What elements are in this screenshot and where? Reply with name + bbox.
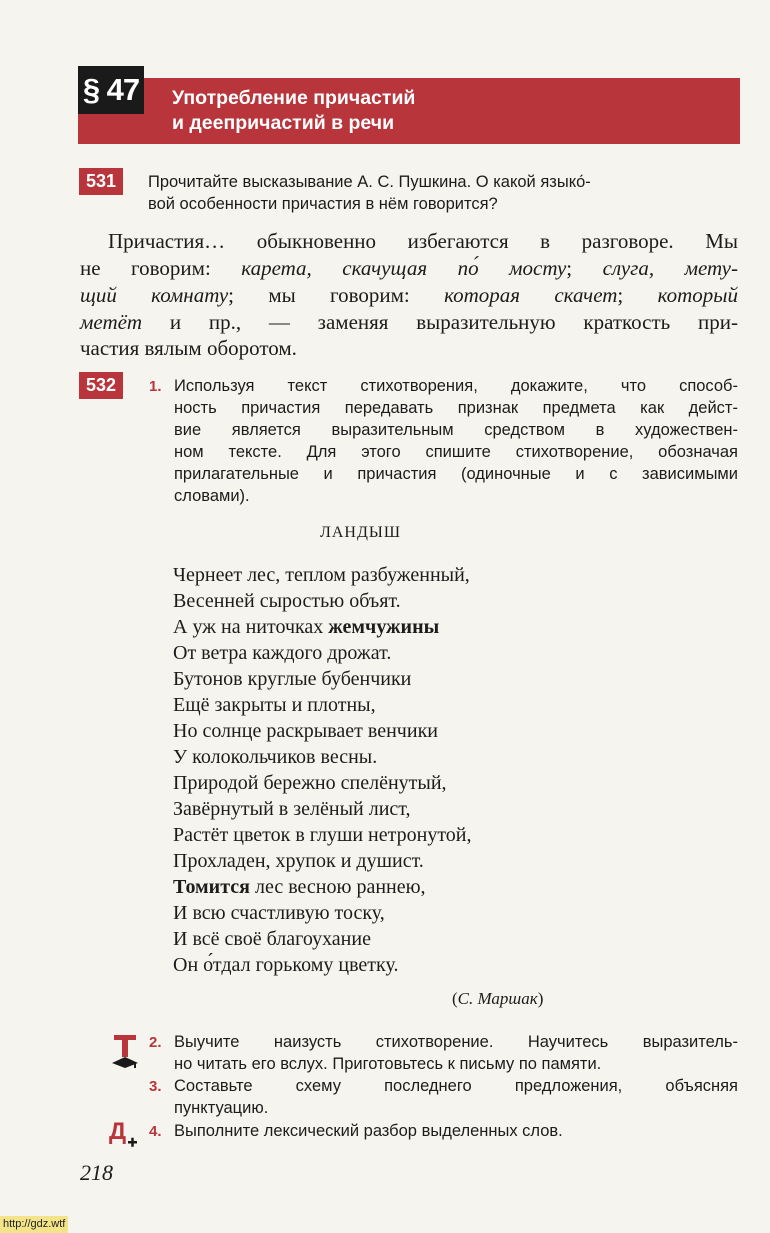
poem-line: Ещё закрыты и плотны, xyxy=(173,694,376,716)
item-line: Составьте схему последнего предложения, объясняя xyxy=(174,1077,738,1095)
item-line: Выучите наизусть стихотворение. Научитесь выразитель- xyxy=(174,1033,738,1051)
poem-line: Чернеет лес, теплом разбуженный, xyxy=(173,564,470,586)
item-number: 3. xyxy=(149,1078,162,1095)
task-line: вой особенности причастия в нём говорится? xyxy=(148,195,498,213)
poem-line: От ветра каждого дрожат. xyxy=(173,642,392,664)
section-title-line: Употребление причастий xyxy=(172,87,416,109)
quote-example: карета, скачущая по́ мосту xyxy=(241,256,567,280)
quote-example: который xyxy=(657,283,738,307)
d-letter: Д xyxy=(109,1118,127,1145)
section-number: § 47 xyxy=(78,66,144,114)
item-line: словами). xyxy=(174,487,250,505)
quote-text: ; xyxy=(566,256,603,280)
poem-line: У колокольчиков весны. xyxy=(173,746,378,768)
poem-line: И всю счастливую тоску, xyxy=(173,902,385,924)
item-line: ность причастия передавать признак предмета как дейст- xyxy=(174,399,738,417)
quote-line: частия вялым оборотом. xyxy=(80,336,297,360)
item-line: прилагательные и причастия (одиночные и с зависимыми xyxy=(174,465,738,483)
item-line: ном тексте. Для этого спишите стихотворение, обозначая xyxy=(174,443,738,461)
item-line: но читать его вслух. Приготовьтесь к письму по памяти. xyxy=(174,1055,602,1073)
poem-title: ЛАНДЫШ xyxy=(320,524,401,541)
exercise-number-532: 532 xyxy=(79,372,123,399)
highlighted-word: жемчужины xyxy=(328,616,440,638)
quote-text: ; xyxy=(617,283,658,307)
section-title-line: и деепричастий в речи xyxy=(172,112,395,134)
poem-line: Растёт цветок в глуши нетронутой, xyxy=(173,824,472,846)
source-link[interactable]: http://gdz.wtf xyxy=(0,1216,68,1233)
quote-example: которая скачет xyxy=(444,283,618,307)
poem-line: И всё своё благоухание xyxy=(173,928,371,950)
item-number: 4. xyxy=(149,1123,162,1140)
item-line: вие является выразительным средством в художествен- xyxy=(174,421,738,439)
quote-line xyxy=(80,309,738,335)
exercise-number-531: 531 xyxy=(79,168,123,195)
author-name: С. Маршак xyxy=(457,989,538,1008)
item-number: 1. xyxy=(149,378,162,395)
quote-text: и пр., — заменяя выразительную краткость при- xyxy=(142,310,738,334)
item-number: 2. xyxy=(149,1034,162,1051)
poem-line: Завёрнутый в зелёный лист, xyxy=(173,798,411,820)
poem-text: А уж на ниточках xyxy=(173,616,329,638)
quote-example: слуга, мету- xyxy=(602,256,738,280)
poem-line: Но солнце раскрывает венчики xyxy=(173,720,438,742)
quote-line xyxy=(80,255,738,281)
poem-line: Прохладен, хрупок и душист. xyxy=(173,850,424,872)
textbook-t-icon xyxy=(110,1033,140,1069)
poem-line: Природой бережно спелёнутый, xyxy=(173,772,447,794)
poem-text: лес весною раннею, xyxy=(249,876,426,898)
poem-line xyxy=(173,614,439,640)
d-plus-icon xyxy=(108,1115,140,1149)
poem-line: Бутонов круглые бубенчики xyxy=(173,668,412,690)
poem-line xyxy=(173,874,426,900)
task-line: Прочитайте высказывание А. С. Пушкина. О какой языко́- xyxy=(148,173,591,191)
quote-text: ; мы говорим: xyxy=(228,283,445,307)
poem-author xyxy=(452,989,543,1009)
author-paren: ( xyxy=(452,989,458,1008)
page-number: 218 xyxy=(80,1160,113,1185)
quote-text: не говорим: xyxy=(80,256,242,280)
quote-line xyxy=(80,282,738,308)
quote-line xyxy=(80,228,738,254)
poem-line: Он о́тдал горькому цветку. xyxy=(173,954,399,976)
author-paren: ) xyxy=(537,989,544,1008)
highlighted-word: Томится xyxy=(173,876,250,898)
quote-text: Причастия… обыкновенно избегаются в разговоре. Мы xyxy=(108,229,738,253)
section-title xyxy=(172,86,732,136)
quote-example: щий комнату xyxy=(80,283,229,307)
quote-example: метёт xyxy=(80,310,143,334)
item-line: Используя текст стихотворения, докажите, что способ- xyxy=(174,377,738,395)
item-line: пунктуацию. xyxy=(174,1099,269,1117)
item-line: Выполните лексический разбор выделенных слов. xyxy=(174,1122,563,1140)
poem-line: Весенней сыростью объят. xyxy=(173,590,401,612)
